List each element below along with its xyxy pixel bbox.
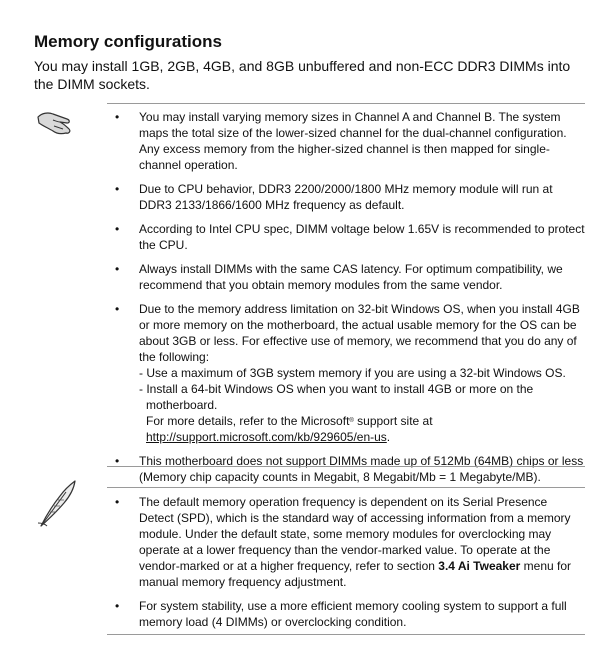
tip-list: [107, 494, 585, 638]
section-reference: 3.4 Ai Tweaker: [438, 559, 521, 573]
tip-text: The default memory operation frequency is dependent on its Serial Presence Detect (SPD), which is the standard way of accessing information from a memory module. Under the default state, some memory modules for overclocking may operate at a lower frequency than the vendor-marked value. To operate at the vendor-marked or at a higher frequency, refer to section: [139, 495, 571, 573]
link-end: .: [386, 430, 391, 444]
divider: [107, 487, 585, 488]
registered-mark: ®: [349, 418, 354, 424]
list-item: • For system stability, use a more efficient memory cooling system to support a full memory load (4 DIMMs) or overclocking condition.: [107, 598, 585, 630]
support-link[interactable]: http://support.microsoft.com/kb/929605/en-us: [146, 430, 387, 444]
note-list: [107, 109, 585, 493]
pointing-hand-icon: [36, 107, 82, 137]
list-item: [107, 301, 585, 445]
list-item: • According to Intel CPU spec, DIMM voltage below 1.65V is recommended to protect the CPU.: [107, 221, 585, 253]
divider: [107, 103, 585, 104]
section-title: Memory configurations: [34, 32, 222, 51]
divider: [107, 466, 585, 467]
details-prefix: For more details, refer to the Microsoft: [146, 414, 350, 428]
note-text: • Due to the memory address limitation on 32-bit Windows OS, when you install 4GB or more memory on the motherboard, the actual usable memory for the OS can be about 3GB or less. For effective use of memory, we recommend that you do any of the following:: [139, 302, 580, 364]
tip-text: menu for manual memory frequency adjustment.: [139, 559, 572, 589]
list-item: • You may install varying memory sizes in Channel A and Channel B. The system maps the total size of the lower-sized channel for the dual-channel configuration. Any excess memory from the higher-sized channel is then mapped for single-channel operation.: [107, 109, 585, 173]
quill-pen-icon: [36, 478, 78, 530]
details-suffix: support site at: [353, 414, 433, 428]
list-item: • Due to CPU behavior, DDR3 2200/2000/1800 MHz memory module will run at DDR3 2133/1866/1600 MHz frequency as default.: [107, 181, 585, 213]
list-item: [107, 494, 585, 590]
divider: [107, 634, 585, 635]
list-item: • Always install DIMMs with the same CAS latency. For optimum compatibility, we recommend that you obtain memory modules from the same vendor.: [107, 261, 585, 293]
sub-item: - Use a maximum of 3GB system memory if you are using a 32-bit Windows OS.: [139, 366, 566, 380]
support-link-line: [139, 429, 585, 445]
sub-item: - Install a 64-bit Windows OS when you want to install 4GB or more on the motherboard.: [139, 382, 534, 412]
details-line: [139, 413, 585, 429]
list-item: • This motherboard does not support DIMMs made up of 512Mb (64MB) chips or less (Memory chip capacity counts in Megabit, 8 Megabit/Mb = 1 Megabyte/MB).: [107, 453, 585, 485]
intro-paragraph: You may install 1GB, 2GB, 4GB, and 8GB unbuffered and non-ECC DDR3 DIMMs into the DIMM sockets.: [34, 58, 571, 92]
